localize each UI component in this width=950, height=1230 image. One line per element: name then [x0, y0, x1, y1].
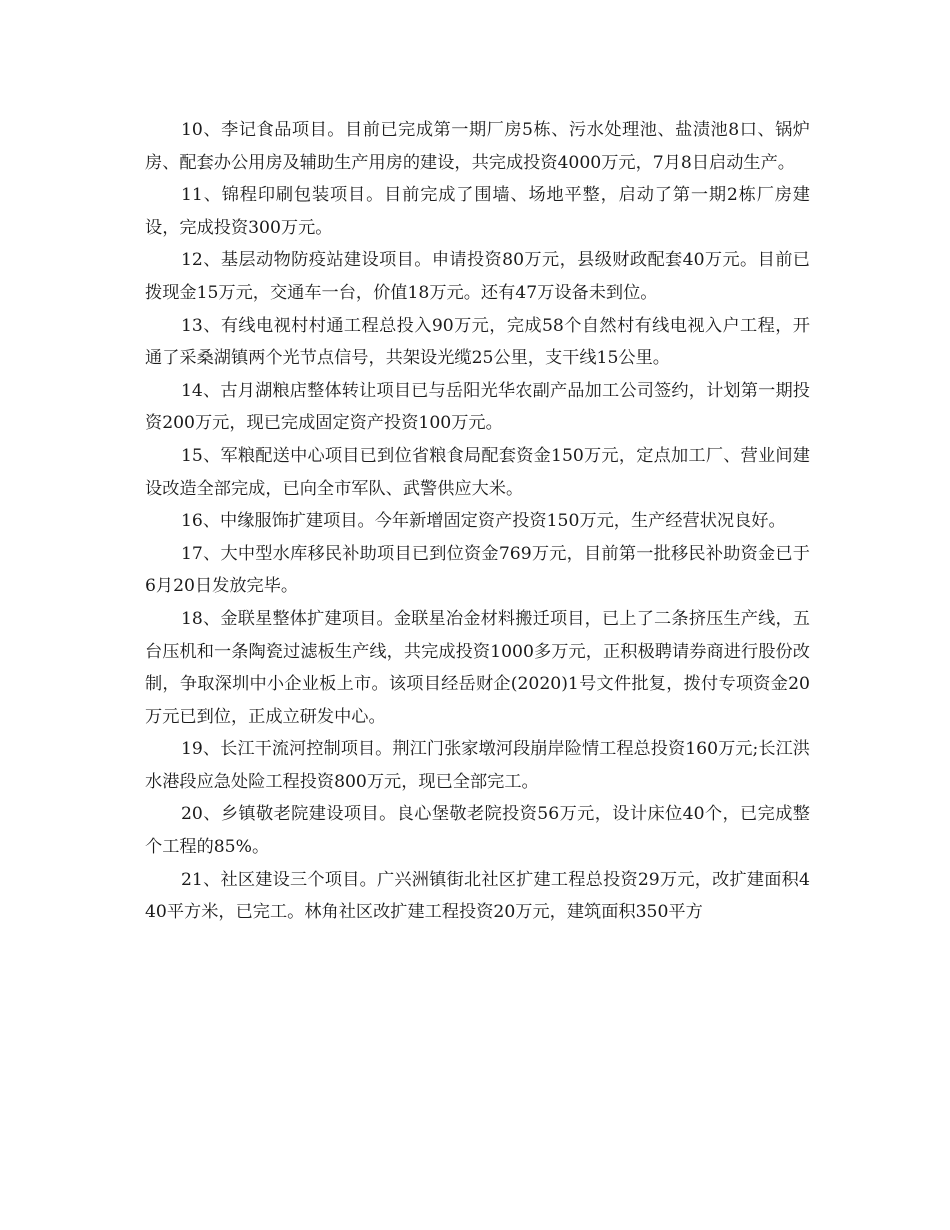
paragraph-item-18: 18、金联星整体扩建项目。金联星冶金材料搬迁项目，已上了二条挤压生产线，五台压机和一条陶瓷过滤板生产线，共完成投资1000多万元，正积极聘请券商进行股份改制，争取深圳中小企业板上市。该项目经岳财企(2020)1号文件批复，拨付专项资金20万元已到位，正成立研发中心。 [145, 608, 810, 727]
paragraph-item-17: 17、大中型水库移民补助项目已到位资金769万元，目前第一批移民补助资金已于6月20日发放完毕。 [145, 543, 810, 597]
paragraph-item-10: 10、李记食品项目。目前已完成第一期厂房5栋、污水处理池、盐渍池8口、锅炉房、配套办公用房及辅助生产用房的建设，共完成投资4000万元，7月8日启动生产。 [145, 120, 810, 173]
paragraph-item-21: 21、社区建设三个项目。广兴洲镇街北社区扩建工程总投资29万元，改扩建面积440平方米，已完工。林角社区改扩建工程投资20万元，建筑面积350平方 [145, 869, 810, 923]
paragraph-item-12: 12、基层动物防疫站建设项目。申请投资80万元，县级财政配套40万元。目前已拨现金15万元，交通车一台，价值18万元。还有47万设备未到位。 [145, 250, 810, 303]
paragraph-item-20: 20、乡镇敬老院建设项目。良心堡敬老院投资56万元，设计床位40个，已完成整个工程的85%。 [145, 804, 810, 858]
paragraph-item-19: 19、长江干流河控制项目。荆江门张家墩河段崩岸险情工程总投资160万元;长江洪水港段应急处险工程投资800万元，现已全部完工。 [145, 739, 810, 792]
paragraph-item-11: 11、锦程印刷包装项目。目前完成了围墙、场地平整，启动了第一期2栋厂房建设，完成投资300万元。 [145, 185, 810, 238]
paragraph-item-15: 15、军粮配送中心项目已到位省粮食局配套资金150万元，定点加工厂、营业间建设改造全部完成，已向全市军队、武警供应大米。 [145, 445, 810, 499]
paragraph-item-16: 16、中缘服饰扩建项目。今年新增固定资产投资150万元，生产经营状况良好。 [181, 511, 786, 532]
paragraph-item-14: 14、古月湖粮店整体转让项目已与岳阳光华农副产品加工公司签约，计划第一期投资200万元，现已完成固定资产投资100万元。 [145, 380, 810, 434]
document-body [145, 114, 810, 929]
paragraph-item-13: 13、有线电视村村通工程总投入90万元，完成58个自然村有线电视入户工程，开通了采桑湖镇两个光节点信号，共架设光缆25公里，支干线15公里。 [145, 315, 810, 369]
